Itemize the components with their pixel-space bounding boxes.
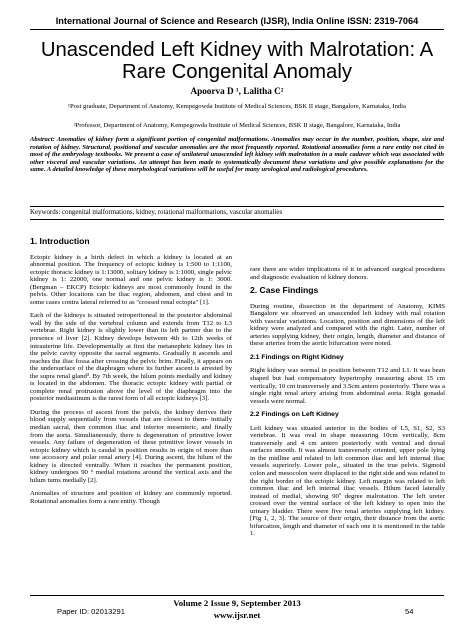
- intro-paragraph-3: During the process of ascent from the pelvis, the kidney derives their blood supply sequentially from vessels that are closest to them- initially median sacral, then common iliac and inferior mesenteric, and finally from the aorta. Simultaneously, there is degeneration of primitive lower vessels. Any failure of degeneration of these primitive lower vessels in ectopic kidney which is caudal in position results in origin of more than one accessory and polar renal artery [4]. During ascent, the hilum of the kidney is directed ventrally. When it reaches the permanent position, kidney undergoes 90 ° medial rotations around the vertical axis and the hilum turns medially [2].: [30, 408, 232, 484]
- intro-paragraph-2: Each of the kidneys is situated retroperitoneal in the posterior abdominal wall by the side of the vertebral column and extends from T12 to L3 vertebrae. Right kidney is slightly lower than its left partner due to the presence of liver [2]. Kidney develops between 4th to 12th weeks of intrauterine life. Developmentally at first the metanephric kidney lies in the pelvic cavity opposite the sacral segments. Gradually it ascends and reaches the iliac fossa after crossing the pelvic brim. Finally, it appears on the undersurface of the diaphragm where its further ascent is arrested by the supra renal gland³. By 7th week, the hilum points medially and kidney is located in the abdomen. The thoracic ectopic kidney with partial or complete renal protrusion above the level of the diaphragm into the posterior mediastinum is the rarest form of all ectopic kidneys [3].: [30, 312, 232, 403]
- footer-page-number: 54: [405, 607, 414, 616]
- section-heading-introduction: 1. Introduction: [30, 236, 90, 246]
- footer-volume: Volume 2 Issue 9, September 2013: [173, 598, 301, 608]
- footer-paper-id: Paper ID: 02013291: [57, 607, 125, 616]
- keywords: Keywords: congenital malformations, kidney, rotational malformations, vascular anomalies: [30, 209, 283, 216]
- abstract-rule: [30, 206, 444, 207]
- abstract: Abstract: Anomalies of kidney form a significant portion of congenital malformations. Anomalies may occur in the number, position, shape, size and rotation of kidney. Structural, positional and vascular anomalies are the most frequently reported. Rotational anomalies form a rare entity not cited in most of the embryology textbooks. We present a case of unilateral unascended left kidney with malrotation in a male cadaver which was associated with other visceral and vascular variations. An attempt has been made to systematically document these variations and give possible explanations for the same. A detailed knowledge of these morphological variations will be useful for many urological and radiological procedures.: [30, 136, 444, 174]
- left-kidney-paragraph: Left kidney was situated anterior to the bodies of L5, S1, S2, S3 vertebrae. It was oval in shape measuring 10cm vertically, 8cm transversely and 4 cm antero posteriorly with ventral and dorsal surfaces smooth. It was almost transversely oriented, upper pole lying in the midline and related to left common iliac and left internal iliac vessels superiorly. Lower pole,, situated in the true pelvis. Sigmoid colon and mesocolon were displaced to the right side and was related to the right border of the ectopic kidney. Left margin was related to left common iliac and left internal iliac vessels. Hilum faced laterally instead of medial, showing 90º degree malrotation. The left ureter crossed over the ventral surface of the left kidney to open into the urinary bladder. There were five renal arteries supplying left kidney. [Fig 1, 2, 3]. The source of their origin, their distance from the aortic bifurcation, length and diameter of each one it is mentioned in the table 1.: [250, 424, 445, 538]
- header-rule: [30, 29, 444, 30]
- section-heading-case-findings: 2. Case Findings: [250, 285, 319, 296]
- case-paragraph: During routine, dissection in the department of Anatomy, KIMS Bangalore we observed an unascended left kidney with mal rotation with vascular variations. Location, position and dimensions of the left kidney were analyzed and compared with the right. Later, number of arteries supplying kidney, their origin, length, diameter and distance of these arteries from the aortic bifurcation were noted.: [250, 302, 445, 348]
- subheading-left-kidney: 2.2 Findings on Left Kidney: [250, 411, 339, 419]
- footer-url[interactable]: www.ijsr.net: [213, 610, 261, 620]
- authors: Apoorva D ¹, Lalitha C²: [190, 86, 284, 96]
- footer-rule: [30, 595, 444, 596]
- subheading-right-kidney: 2.1 Findings on Right Kidney: [250, 353, 344, 361]
- left-column: [30, 238, 232, 512]
- affiliation-1: ¹Post graduate, Department of Anatomy, Kempegowda Institute of Medical Sciences, BSK II stage, Bangalore, Karnataka, India: [68, 103, 406, 110]
- right-kidney-paragraph: Right kidney was normal in position between T12 and L1. It was bean shaped but had compensatory hypertrophy measuring about 15 cm vertically, 10 cm transversely and 3.5cm antero posteriorly. There was a single right renal artery arising from abdominal aorta. Right gonadal vessels were normal.: [250, 367, 445, 405]
- paper-title: Unascended Left Kidney with Malrotation: A Rare Congenital Anomaly: [40, 39, 434, 83]
- right-column: [250, 266, 445, 544]
- journal-name: International Journal of Science and Research (IJSR), India Online ISSN: 2319-7064: [55, 16, 419, 26]
- intro-paragraph-4: Anomalies of structure and position of kidney are commonly reported. Rotational anomalies form a rare entity. Though: [30, 490, 232, 505]
- intro-paragraph-1: Ectopic kidney is a birth defect in which a kidney is located at an abnormal position. The frequency of ectopic kidney is 1:500 to 1:1100, ectopic thoracic kidney is 1:13000, solitary kidney is 1:1000, single pelvic kidney is 1: 22000, one normal and one pelvic kidney is 1: 3000. (Bergman – EKCP) Ectopic kidneys are most commonly found in the pelvis. Other locations can be iliac region, abdomen, and chest and in some cases contra lateral referred to as "crossed renal ectopia" [1].: [30, 253, 232, 306]
- affiliation-2: ²Professor, Department of Anatomy, Kempegowda Institute of Medical Sciences, BSK II stage, Bangalore, Karnataka, India: [73, 122, 401, 129]
- journal-header: [0, 0, 474, 38]
- continued-paragraph: rare there are wider implications of it in advanced surgical procedures and diagnostic evaluation of kidney donors.: [250, 266, 445, 281]
- keywords-rule: [30, 219, 444, 220]
